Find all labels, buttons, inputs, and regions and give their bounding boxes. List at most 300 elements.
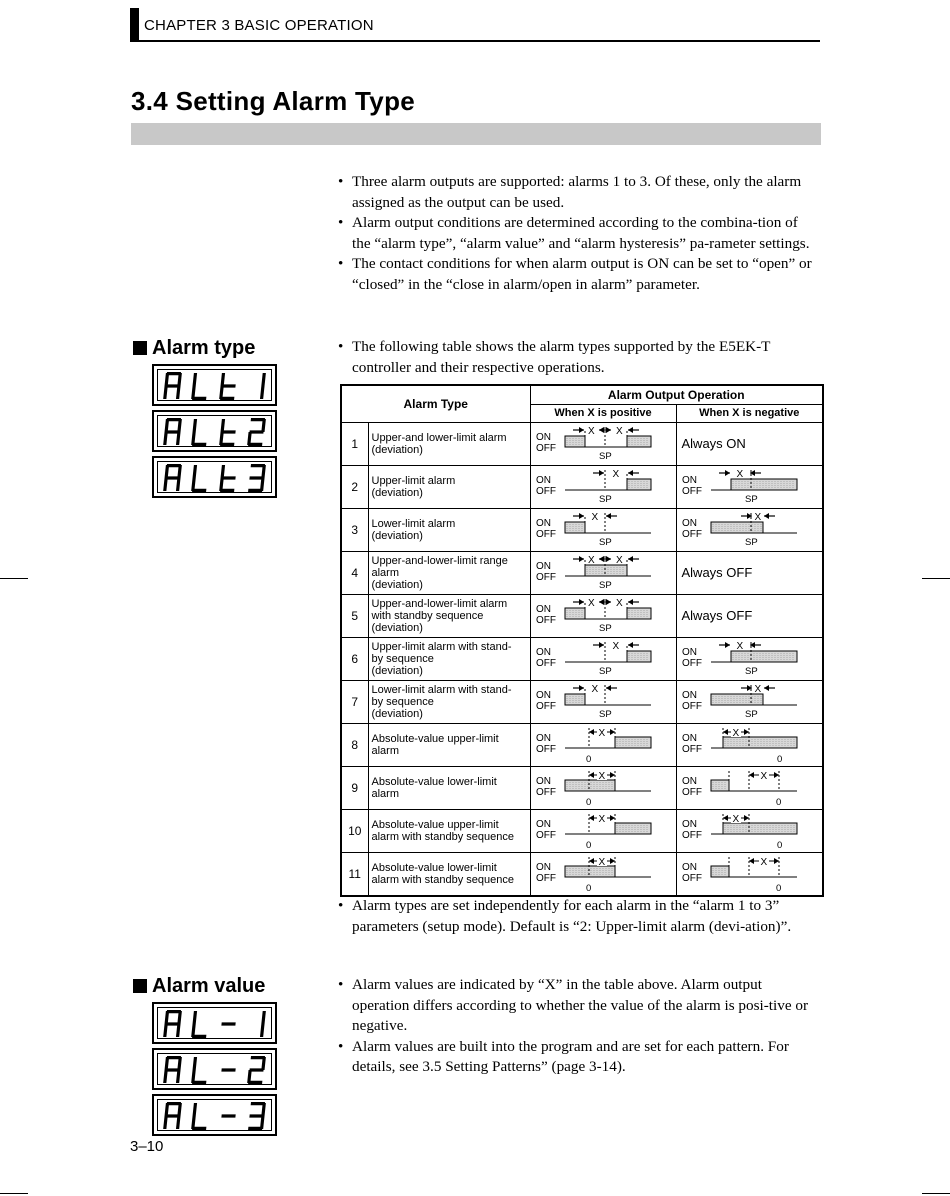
on-label: ON xyxy=(535,732,551,744)
intro-bullet: • Alarm output conditions are determined according to the combina-tion of the “alarm type”, “alarm value” and “alarm hysteresis” pa-rameter settings. xyxy=(338,213,813,254)
positive-operation xyxy=(530,594,676,637)
alarm-value-bullets xyxy=(338,975,813,1078)
alarm-value-heading-text: Alarm value xyxy=(152,975,266,997)
alarm-type-name-line: alarm xyxy=(371,566,400,579)
zero-label: 0 xyxy=(585,796,591,808)
arrow-head xyxy=(589,729,594,735)
negative-operation xyxy=(676,637,823,680)
arrow-head xyxy=(628,470,633,476)
arrow-head xyxy=(764,513,769,519)
lcd-display xyxy=(152,456,277,498)
on-region xyxy=(731,479,797,490)
off-label: OFF xyxy=(535,657,556,669)
lcd-segment xyxy=(193,1057,198,1070)
operation-diagram-lower xyxy=(531,509,677,551)
arrow-head xyxy=(774,772,779,778)
alarm-type-name-line: Lower-limit alarm xyxy=(371,517,456,530)
alarm-type-name-line: Absolute-value upper-limit xyxy=(371,818,499,831)
alarm-type-name xyxy=(368,766,530,809)
arrow-head xyxy=(749,858,754,864)
zero-label: 0 xyxy=(776,753,782,765)
alarm-type-number: 5 xyxy=(341,594,368,637)
operation-diagram-both xyxy=(531,595,677,637)
on-label: ON xyxy=(535,431,551,443)
x-label: X xyxy=(612,468,619,480)
on-label: ON xyxy=(535,560,551,572)
negative-operation xyxy=(676,766,823,809)
crop-mark-left xyxy=(0,578,28,579)
alarm-type-name xyxy=(368,852,530,896)
lcd-display xyxy=(152,1002,277,1044)
arrow-head xyxy=(606,685,611,691)
alarm-type-name-line: (deviation) xyxy=(371,707,423,720)
lcd-display xyxy=(152,1048,277,1090)
operation-diagram-both xyxy=(531,423,677,465)
off-label: OFF xyxy=(535,528,556,540)
zero-label: 0 xyxy=(775,796,781,808)
lcd-segment xyxy=(176,432,181,445)
lcd-segment xyxy=(260,386,265,399)
lcd-segment xyxy=(221,419,226,432)
lcd-segment xyxy=(165,1068,179,1071)
on-region xyxy=(565,436,585,447)
lcd-digits xyxy=(160,1054,272,1086)
on-region xyxy=(565,608,585,619)
lcd-segment xyxy=(221,1022,235,1025)
operation-diagram-upper-neg xyxy=(677,638,823,680)
table-row xyxy=(341,766,823,809)
on-region xyxy=(711,866,729,877)
square-bullet-icon xyxy=(133,341,147,355)
operation-diagram-upper-neg xyxy=(677,466,823,508)
positive-operation xyxy=(530,809,676,852)
operation-diagram-abs-lower xyxy=(531,767,677,809)
table-row xyxy=(341,594,823,637)
alarm-type-name-line: Upper-and-lower-limit alarm xyxy=(371,597,508,610)
x-label: X xyxy=(587,597,595,609)
lcd-segment xyxy=(165,476,179,479)
arrow-head xyxy=(589,858,594,864)
negative-operation: Always OFF xyxy=(676,551,823,594)
off-label: OFF xyxy=(681,829,702,841)
section-title: 3.4 Setting Alarm Type xyxy=(131,86,416,116)
x-label: X xyxy=(736,468,743,480)
lcd-segment xyxy=(165,430,179,433)
on-label: ON xyxy=(535,775,551,787)
lcd-segment xyxy=(163,1070,168,1083)
operation-diagram-lower-neg xyxy=(677,509,823,551)
negative-operation xyxy=(676,680,823,723)
alarm-type-heading-text: Alarm type xyxy=(152,337,256,359)
lcd-segment xyxy=(176,1024,181,1037)
negative-operation xyxy=(676,809,823,852)
x-label: X xyxy=(615,597,623,609)
x-label: X xyxy=(732,813,739,825)
intro-bullets xyxy=(338,172,813,295)
operation-diagram-upper xyxy=(531,466,677,508)
operation-diagram-abs-upper-neg xyxy=(677,724,823,766)
arrow-head xyxy=(579,599,584,605)
negative-operation xyxy=(676,852,823,896)
sp-label: SP xyxy=(598,708,612,720)
lcd-digits xyxy=(160,416,272,448)
header-bar xyxy=(130,8,139,42)
lcd-digits xyxy=(160,1008,272,1040)
positive-operation xyxy=(530,723,676,766)
alarm-type-number: 10 xyxy=(341,809,368,852)
alarm-type-name-line: (deviation) xyxy=(371,443,423,456)
lcd-segment xyxy=(176,386,181,399)
lcd-segment xyxy=(221,476,235,479)
on-region xyxy=(731,651,797,662)
lcd-display xyxy=(152,410,277,452)
table-intro-bullet: • The following table shows the alarm types supported by the E5EK-T controller and their respective operations. xyxy=(338,337,813,378)
zero-label: 0 xyxy=(585,839,591,851)
header-rule xyxy=(130,40,820,42)
arrow-head xyxy=(579,513,584,519)
x-label: X xyxy=(615,425,623,437)
sp-label: SP xyxy=(598,536,612,548)
on-label: ON xyxy=(535,689,551,701)
off-label: OFF xyxy=(681,700,702,712)
positive-operation xyxy=(530,680,676,723)
col-alarm-type: Alarm Type xyxy=(341,385,530,422)
table-intro xyxy=(338,337,813,378)
lcd-segment xyxy=(163,1116,168,1129)
lcd-segment xyxy=(165,1057,170,1070)
zero-label: 0 xyxy=(585,753,591,765)
lcd-segment xyxy=(221,373,226,386)
arrow-head xyxy=(744,729,749,735)
alarm-type-name-line: with standby sequence xyxy=(371,609,484,622)
crop-mark-right xyxy=(922,578,950,579)
arrow-head xyxy=(610,772,615,778)
arrow-head xyxy=(723,729,728,735)
alarm-type-name-line: (deviation) xyxy=(371,529,423,542)
sp-label: SP xyxy=(598,450,612,462)
x-label: X xyxy=(760,770,767,782)
on-region xyxy=(565,866,615,877)
alarm-type-name xyxy=(368,594,530,637)
operation-diagram-abs-upper-neg xyxy=(677,810,823,852)
alarm-type-name-line: Upper-limit alarm xyxy=(371,474,456,487)
alarm-type-number: 2 xyxy=(341,465,368,508)
on-label: ON xyxy=(535,603,551,615)
alarm-type-name-line: by sequence xyxy=(371,652,434,665)
arrow-head xyxy=(599,642,604,648)
lcd-segment xyxy=(193,1103,198,1116)
x-label: X xyxy=(591,511,598,523)
lcd-segment xyxy=(193,465,198,478)
on-region xyxy=(565,522,585,533)
off-label: OFF xyxy=(681,657,702,669)
arrow-head xyxy=(764,685,769,691)
lcd-segment xyxy=(221,1068,235,1071)
table-row xyxy=(341,422,823,465)
off-label: OFF xyxy=(535,442,556,454)
positive-operation xyxy=(530,852,676,896)
alarm-type-name xyxy=(368,680,530,723)
arrow-head xyxy=(610,729,615,735)
arrow-head xyxy=(628,642,633,648)
alarm-type-name xyxy=(368,637,530,680)
on-label: ON xyxy=(681,818,697,830)
positive-operation xyxy=(530,508,676,551)
arrow-head xyxy=(589,815,594,821)
on-label: ON xyxy=(535,646,551,658)
lcd-segment xyxy=(165,373,170,386)
alarm-value-bullet: • Alarm values are indicated by “X” in the table above. Alarm output operation differs according to whether the value of the alarm is posi-tive or negative. xyxy=(338,975,813,1037)
arrow-head xyxy=(725,470,730,476)
alarm-type-name xyxy=(368,723,530,766)
on-region xyxy=(627,608,651,619)
operation-diagram-abs-lower-neg xyxy=(677,853,823,895)
on-label: ON xyxy=(681,732,697,744)
on-label: ON xyxy=(681,474,697,486)
arrow-head xyxy=(725,642,730,648)
lcd-segment xyxy=(248,489,262,492)
operation-diagram-abs-lower xyxy=(531,853,677,895)
lcd-digits xyxy=(160,1100,272,1132)
lcd-segment xyxy=(165,419,170,432)
arrow-head xyxy=(606,427,611,433)
lcd-segment xyxy=(165,465,170,478)
on-region xyxy=(627,436,651,447)
lcd-digits xyxy=(160,462,272,494)
table-note xyxy=(338,896,813,937)
arrow-head xyxy=(749,772,754,778)
table-row xyxy=(341,809,823,852)
sp-label: SP xyxy=(744,536,758,548)
alarm-type-name-line: alarm with standby sequence xyxy=(371,830,514,843)
lcd-segment xyxy=(221,430,235,433)
on-label: ON xyxy=(681,861,697,873)
lcd-segment xyxy=(176,1116,181,1129)
sp-label: SP xyxy=(744,493,758,505)
alarm-value-heading xyxy=(133,975,265,998)
off-label: OFF xyxy=(535,700,556,712)
alarm-type-number: 9 xyxy=(341,766,368,809)
arrow-head xyxy=(579,685,584,691)
positive-operation xyxy=(530,465,676,508)
table-row xyxy=(341,723,823,766)
zero-label: 0 xyxy=(776,839,782,851)
alarm-type-name-line: Upper-limit alarm with stand- xyxy=(371,640,512,653)
sp-label: SP xyxy=(598,493,612,505)
table-row xyxy=(341,680,823,723)
x-label: X xyxy=(732,727,739,739)
on-region xyxy=(615,737,651,748)
arrow-head xyxy=(579,556,584,562)
alarm-type-name xyxy=(368,422,530,465)
alarm-type-name-line: Upper-and-lower-limit range xyxy=(371,554,508,567)
on-label: ON xyxy=(535,818,551,830)
sp-label: SP xyxy=(598,622,612,634)
arrow-head xyxy=(599,470,604,476)
arrow-head xyxy=(579,427,584,433)
intro-bullet: • The contact conditions for when alarm output is ON can be set to “open” or “closed” in the “close in alarm/open in alarm” parameter. xyxy=(338,254,813,295)
arrow-head xyxy=(610,815,615,821)
table-note-bullet: • Alarm types are set independently for each alarm in the “alarm 1 to 3” parameters (setup mode). Default is “2: Upper-limit alarm (devi-ation)”. xyxy=(338,896,813,937)
lcd-segment xyxy=(163,1024,168,1037)
lcd-segment xyxy=(176,1070,181,1083)
operation-diagram-range xyxy=(531,552,677,594)
x-label: X xyxy=(615,554,623,566)
lcd-segment xyxy=(165,384,179,387)
alarm-type-name-line: Absolute-value lower-limit xyxy=(371,775,497,788)
off-label: OFF xyxy=(681,528,702,540)
table-row xyxy=(341,465,823,508)
on-label: ON xyxy=(681,775,697,787)
alarm-type-name-line: Absolute-value lower-limit xyxy=(371,861,497,874)
alarm-type-number: 3 xyxy=(341,508,368,551)
operation-diagram-lower-neg xyxy=(677,681,823,723)
off-label: OFF xyxy=(535,485,556,497)
x-label: X xyxy=(598,813,605,825)
on-region xyxy=(711,694,763,705)
on-label: ON xyxy=(535,474,551,486)
arrow-head xyxy=(723,815,728,821)
off-label: OFF xyxy=(535,872,556,884)
alarm-type-name xyxy=(368,508,530,551)
alarm-type-number: 7 xyxy=(341,680,368,723)
alarm-type-number: 11 xyxy=(341,852,368,896)
col-x-positive: When X is positive xyxy=(530,404,676,422)
alarm-type-name xyxy=(368,465,530,508)
lcd-segment xyxy=(165,1011,170,1024)
zero-label: 0 xyxy=(775,882,781,894)
lcd-segment xyxy=(193,419,198,432)
x-label: X xyxy=(598,856,605,868)
lcd-segment xyxy=(221,384,235,387)
operation-diagram-lower xyxy=(531,681,677,723)
arrow-head xyxy=(628,599,633,605)
lcd-segment xyxy=(163,432,168,445)
lcd-segment xyxy=(163,478,168,491)
arrow-head xyxy=(628,427,633,433)
x-label: X xyxy=(598,770,605,782)
alarm-type-name xyxy=(368,809,530,852)
sp-label: SP xyxy=(744,665,758,677)
table-row xyxy=(341,508,823,551)
lcd-segment xyxy=(260,1024,265,1037)
alarm-type-number: 6 xyxy=(341,637,368,680)
positive-operation xyxy=(530,766,676,809)
off-label: OFF xyxy=(681,786,702,798)
alarm-type-name-line: by sequence xyxy=(371,695,434,708)
lcd-segment xyxy=(248,1127,262,1130)
lcd-segment xyxy=(163,386,168,399)
on-label: ON xyxy=(681,517,697,529)
crop-mark-bottom-left xyxy=(0,1193,28,1194)
intro-bullet: • Three alarm outputs are supported: alarms 1 to 3. Of these, only the alarm assigned as the output can be used. xyxy=(338,172,813,213)
alarm-type-name-line: (deviation) xyxy=(371,486,423,499)
alarm-type-name-line: alarm with standby sequence xyxy=(371,873,514,886)
on-label: ON xyxy=(535,517,551,529)
arrow-head xyxy=(606,599,611,605)
arrow-head xyxy=(606,556,611,562)
operation-diagram-upper xyxy=(531,638,677,680)
negative-operation xyxy=(676,465,823,508)
x-label: X xyxy=(612,640,619,652)
lcd-segment xyxy=(249,1068,263,1071)
on-region xyxy=(585,565,627,576)
zero-label: 0 xyxy=(585,882,591,894)
on-region xyxy=(711,780,729,791)
off-label: OFF xyxy=(535,614,556,626)
off-label: OFF xyxy=(681,485,702,497)
arrow-head xyxy=(774,858,779,864)
x-label: X xyxy=(591,683,598,695)
x-label: X xyxy=(736,640,743,652)
off-label: OFF xyxy=(535,829,556,841)
lcd-segment xyxy=(165,1022,179,1025)
alarm-type-heading xyxy=(133,337,255,360)
arrow-head xyxy=(610,858,615,864)
lcd-display xyxy=(152,1094,277,1136)
x-label: X xyxy=(587,425,595,437)
alarm-type-number: 8 xyxy=(341,723,368,766)
alarm-type-name-line: (deviation) xyxy=(371,664,423,677)
on-region xyxy=(565,780,615,791)
alarm-type-name-line: (deviation) xyxy=(371,621,423,634)
positive-operation xyxy=(530,551,676,594)
chapter-header xyxy=(130,8,820,42)
negative-operation xyxy=(676,508,823,551)
operation-diagram-abs-upper xyxy=(531,724,677,766)
table-row xyxy=(341,852,823,896)
lcd-segment xyxy=(261,1011,266,1024)
x-label: X xyxy=(760,856,767,868)
lcd-segment xyxy=(261,373,266,386)
page-number: 3–10 xyxy=(130,1138,164,1155)
on-region xyxy=(627,479,651,490)
lcd-segment xyxy=(176,478,181,491)
x-label: X xyxy=(754,683,761,695)
operation-diagram-abs-lower-neg xyxy=(677,767,823,809)
x-label: X xyxy=(754,511,761,523)
lcd-segment xyxy=(165,1103,170,1116)
negative-operation: Always ON xyxy=(676,422,823,465)
on-region xyxy=(615,823,651,834)
off-label: OFF xyxy=(681,743,702,755)
title-band xyxy=(131,123,821,145)
on-label: ON xyxy=(535,861,551,873)
negative-operation: Always OFF xyxy=(676,594,823,637)
alarm-type-name-line: alarm xyxy=(371,787,400,800)
alarm-type-name-line: (deviation) xyxy=(371,578,423,591)
negative-operation xyxy=(676,723,823,766)
alarm-type-table xyxy=(340,384,824,897)
alarm-type-number: 4 xyxy=(341,551,368,594)
sp-label: SP xyxy=(744,708,758,720)
on-label: ON xyxy=(681,689,697,701)
alarm-type-name xyxy=(368,551,530,594)
lcd-display xyxy=(152,364,277,406)
arrow-head xyxy=(589,772,594,778)
col-alarm-output-operation: Alarm Output Operation xyxy=(530,385,823,404)
lcd-segment xyxy=(165,1114,179,1117)
operation-diagram-abs-upper xyxy=(531,810,677,852)
off-label: OFF xyxy=(681,872,702,884)
lcd-segment xyxy=(221,1114,235,1117)
lcd-segment xyxy=(249,476,263,479)
chapter-label: CHAPTER 3 BASIC OPERATION xyxy=(144,17,374,34)
on-region xyxy=(711,522,763,533)
off-label: OFF xyxy=(535,571,556,583)
lcd-digits xyxy=(160,370,272,402)
alarm-type-number: 1 xyxy=(341,422,368,465)
